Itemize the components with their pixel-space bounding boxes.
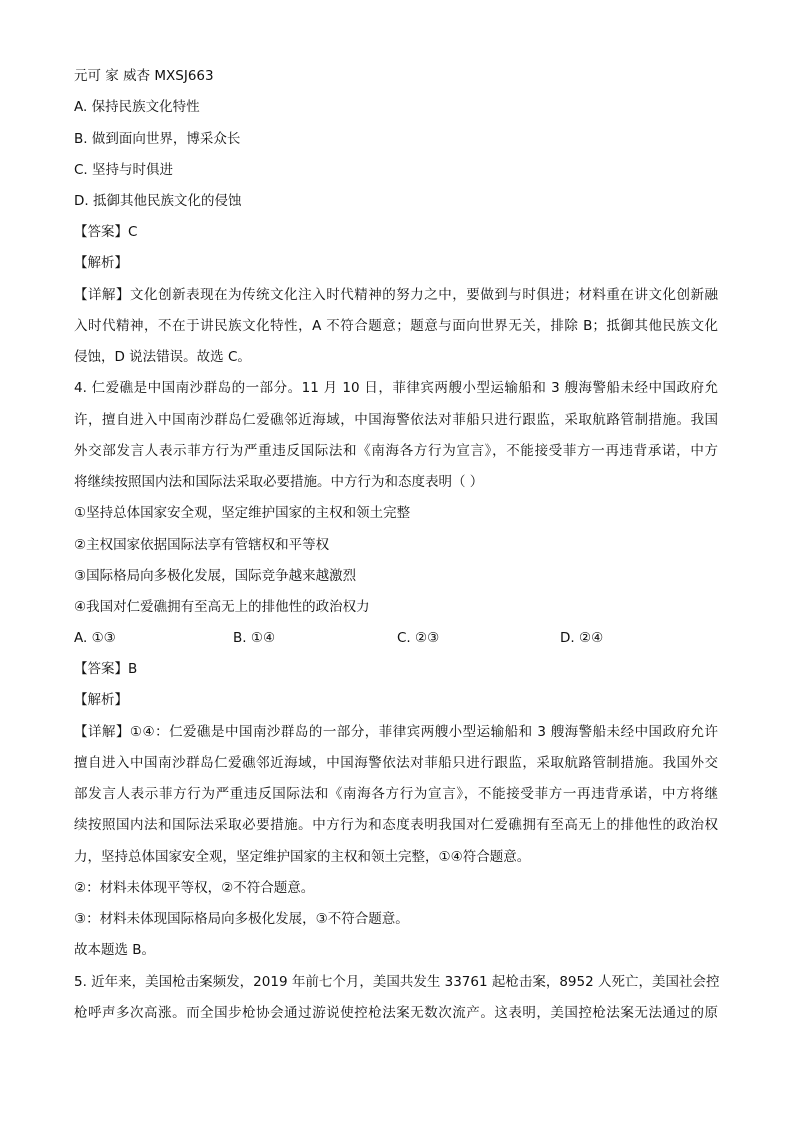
q3-option-b: B. 做到面向世界，博采众长: [74, 131, 241, 147]
q4-detail-line-2: 擅自进入中国南沙群岛仁爱礁邻近海域，中国海警依法对菲船只进行跟监，采取航路管制措施。我国外交: [74, 755, 718, 771]
q4-statement-1: ①坚持总体国家安全观，坚定维护国家的主权和领土完整: [74, 505, 411, 521]
q3-analysis-label: 【解析】: [74, 255, 128, 271]
q4-note-2: ②：材料未体现平等权，②不符合题意。: [74, 880, 315, 896]
q4-choice-d: D. ②④: [560, 630, 604, 646]
q4-stem-line-1: 4. 仁爱礁是中国南沙群岛的一部分。11 月 10 日，菲律宾两艘小型运输船和 3 艘海警船未经中国政府允: [74, 380, 718, 396]
q5-stem-line-1: 5. 近年来，美国枪击案频发，2019 年前七个月，美国共发生 33761 起枪击案，8952 人死亡，美国社会控: [74, 974, 720, 990]
q3-detail-line-2: 入时代精神，不在于讲民族文化特性，A 不符合题意；题意与面向世界无关，排除 B；抵御其他民族文化: [74, 318, 718, 334]
q4-detail-line-5: 力，坚持总体国家安全观，坚定维护国家的主权和领土完整，①④符合题意。: [74, 849, 531, 865]
q5-stem-line-2: 枪呼声多次高涨。而全国步枪协会通过游说使控枪法案无数次流产。这表明，美国控枪法案无法通过的原: [74, 1005, 718, 1021]
q3-option-d: D. 抵御其他民族文化的侵蚀: [74, 193, 242, 209]
q4-detail-line-1: 【详解】①④：仁爱礁是中国南沙群岛的一部分，菲律宾两艘小型运输船和 3 艘海警船未经中国政府允许: [74, 724, 718, 740]
q4-detail-line-4: 续按照国内法和国际法采取必要措施。中方行为和态度表明我国对仁爱礁拥有至高无上的排他性的政治权: [74, 817, 718, 833]
q4-stem-line-4: 将继续按照国内法和国际法采取必要措施。中方行为和态度表明（ ）: [74, 474, 484, 490]
q4-stem-line-3: 外交部发言人表示菲方行为严重违反国际法和《南海各方行为宣言》，不能接受菲方一再违背承诺，中方: [74, 443, 718, 459]
q4-choice-c: C. ②③: [397, 630, 440, 646]
q4-answer: 【答案】B: [74, 661, 138, 677]
q4-statement-4: ④我国对仁爱礁拥有至高无上的排他性的政治权力: [74, 599, 370, 615]
q3-detail-line-3: 侵蚀，D 说法错误。故选 C。: [74, 349, 251, 365]
q4-analysis-label: 【解析】: [74, 692, 128, 708]
q4-statement-3: ③国际格局向多极化发展，国际竞争越来越激烈: [74, 568, 357, 584]
header-line: 元可 家 威杏 MXSJ663: [74, 68, 214, 84]
q3-option-c: C. 坚持与时俱进: [74, 162, 174, 178]
q4-note-3: ③：材料未体现国际格局向多极化发展，③不符合题意。: [74, 911, 409, 927]
q4-choice-b: B. ①④: [233, 630, 276, 646]
q4-choice-a: A. ①③: [74, 630, 116, 646]
q4-statement-2: ②主权国家依据国际法享有管辖权和平等权: [74, 537, 330, 553]
q4-detail-line-3: 部发言人表示菲方行为严重违反国际法和《南海各方行为宣言》，不能接受菲方一再违背承诺，中方将继: [74, 786, 718, 802]
q4-stem-line-2: 许，擅自进入中国南沙群岛仁爱礁邻近海域，中国海警依法对菲船只进行跟监，采取航路管制措施。我国: [74, 412, 718, 428]
q3-option-a: A. 保持民族文化特性: [74, 99, 200, 115]
q4-choices-row: [74, 629, 674, 647]
q3-detail-line-1: 【详解】文化创新表现在为传统文化注入时代精神的努力之中，要做到与时俱进；材料重在讲文化创新融: [74, 287, 718, 303]
q4-conclusion: 故本题选 B。: [74, 942, 156, 958]
q3-answer: 【答案】C: [74, 224, 138, 240]
